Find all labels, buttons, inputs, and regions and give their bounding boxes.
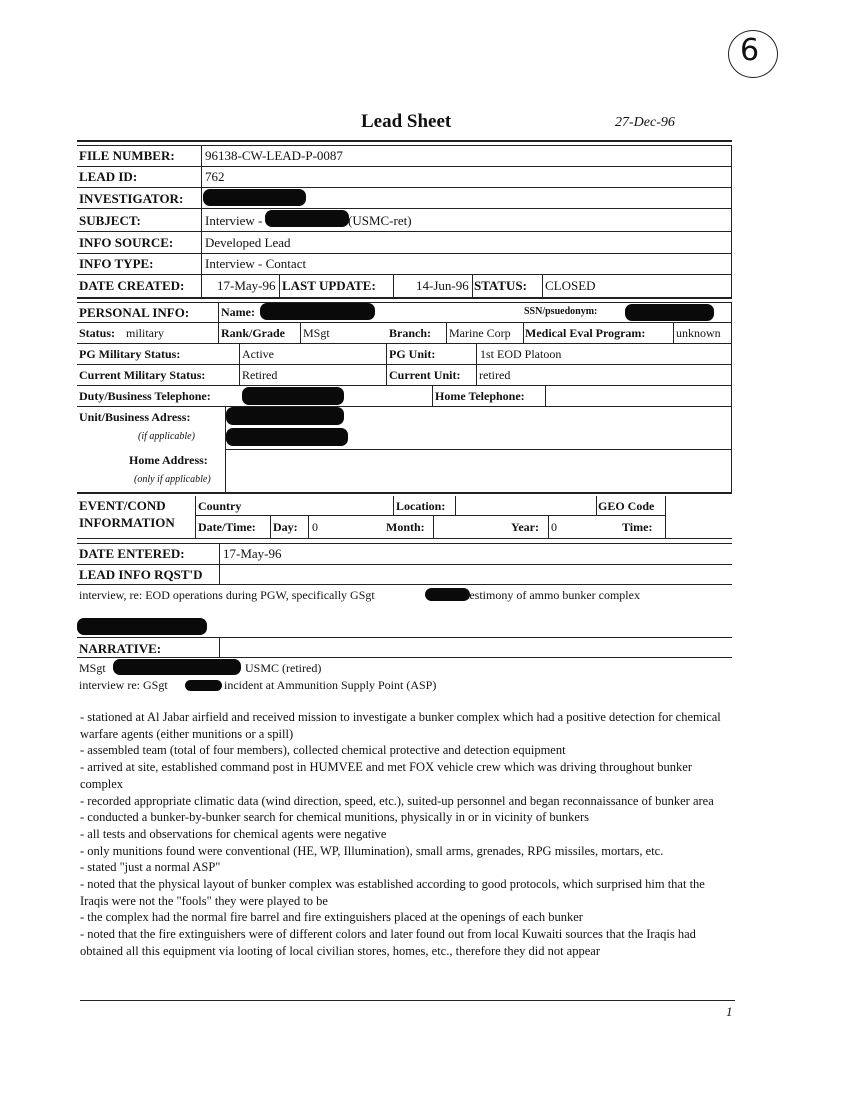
rule	[476, 344, 477, 386]
narrative-bullets	[80, 709, 730, 960]
rule	[77, 274, 732, 275]
branch-value: Marine Corp	[449, 326, 511, 340]
rule	[77, 145, 732, 146]
narrative-bullet: - conducted a bunker-by-bunker search for chemical munitions, physically in or in vicinity of bunkers	[80, 810, 589, 825]
rule	[77, 208, 732, 209]
date-entered-label: DATE ENTERED:	[79, 546, 185, 561]
rule	[455, 496, 456, 515]
rule	[195, 496, 196, 538]
redaction-bar	[203, 189, 306, 206]
lead-id-label: LEAD ID:	[79, 169, 138, 184]
geo-code-label: GEO Code	[598, 499, 655, 513]
rule	[596, 496, 597, 515]
lead-info-label: LEAD INFO RQST'D	[79, 567, 203, 582]
pg-mil-status-value: Active	[242, 347, 274, 361]
rule	[77, 166, 732, 167]
med-eval-label: Medical Eval Program:	[525, 326, 646, 340]
subject-prefix: Interview -	[205, 213, 263, 228]
info-type-label: INFO TYPE:	[79, 256, 154, 271]
narrative-bullet: - arrived at site, established command post in HUMVEE and met FOX vehicle crew which was driving throughout bunker complex	[80, 760, 693, 791]
rule	[77, 657, 732, 658]
narrative-bullet: - all tests and observations for chemical agents were negative	[80, 826, 387, 841]
rule	[77, 302, 732, 303]
lead-info-text-end: testimony of ammo bunker complex	[466, 588, 640, 602]
rule	[673, 323, 674, 343]
rule	[545, 386, 546, 406]
narrative-bullet: - recorded appropriate climatic data (wind direction, speed, etc.), suited-up personnel and began reconnaissance of bunker area	[80, 793, 714, 808]
rank-value: MSgt	[303, 326, 330, 340]
narrative-label: NARRATIVE:	[79, 641, 162, 656]
status-label: Status:	[79, 326, 116, 340]
med-eval-value: unknown	[676, 326, 721, 340]
rule	[77, 584, 732, 585]
redaction-bar	[113, 659, 241, 675]
unit-address-label: Unit/Business Adress:	[79, 410, 191, 424]
lead-id-value: 762	[205, 169, 225, 184]
datetime-label: Date/Time:	[198, 520, 256, 534]
rule	[219, 638, 220, 657]
narrative-bullet: - assembled team (total of four members), collected chemical protective and detection equipment	[80, 743, 566, 758]
redaction-bar	[265, 210, 349, 227]
narrative-line1-end: USMC (retired)	[245, 661, 322, 675]
rule-top	[77, 140, 732, 142]
redaction-bar	[185, 680, 222, 691]
information-label: INFORMATION	[79, 515, 175, 530]
rule	[195, 515, 665, 516]
rule	[201, 146, 202, 297]
header-date: 27-Dec-96	[615, 115, 675, 130]
day-label: Day:	[273, 520, 298, 534]
redaction-bar	[625, 304, 714, 321]
status-value: military	[126, 326, 164, 340]
circled-page-number-text: 6	[740, 33, 760, 68]
pg-mil-status-label: PG Military Status:	[79, 347, 181, 361]
narrative-bullet: - the complex had the normal fire barrel and fire extinguishers placed at the openings of each bunker	[80, 910, 583, 925]
time-label: Time:	[622, 520, 653, 534]
cur-unit-value: retired	[479, 368, 511, 382]
narrative-bullet: - stated "just a normal ASP"	[80, 860, 221, 875]
rule	[270, 516, 271, 538]
rule	[77, 406, 732, 407]
rule	[77, 187, 732, 188]
rule	[225, 449, 732, 450]
rule	[218, 302, 219, 344]
page-number: 1	[726, 1004, 733, 1019]
rule	[731, 302, 732, 492]
redaction-bar	[226, 428, 348, 446]
branch-label: Branch:	[389, 326, 431, 340]
if-applicable-note: (if applicable)	[138, 431, 195, 442]
location-label: Location:	[396, 499, 446, 513]
rule	[731, 146, 732, 297]
date-entered-value: 17-May-96	[223, 546, 282, 561]
rule	[386, 344, 387, 386]
month-label: Month:	[386, 520, 425, 534]
page-title: Lead Sheet	[361, 111, 452, 132]
rule	[308, 516, 309, 538]
rule	[665, 496, 666, 538]
duty-tel-label: Duty/Business Telephone:	[79, 389, 211, 403]
narrative-line2-start: interview re: GSgt	[79, 678, 168, 692]
rule	[433, 516, 434, 538]
personal-info-label: PERSONAL INFO:	[79, 305, 190, 320]
rule	[77, 564, 732, 565]
rule	[77, 343, 732, 344]
event-label: EVENT/COND	[79, 498, 166, 513]
info-source-label: INFO SOURCE:	[79, 235, 174, 250]
rule	[77, 364, 732, 365]
investigator-label: INVESTIGATOR:	[79, 191, 184, 206]
rule	[77, 385, 732, 386]
status-label: STATUS:	[474, 278, 527, 293]
rule	[542, 275, 543, 297]
rule	[300, 323, 301, 343]
date-created-label: DATE CREATED:	[79, 278, 185, 293]
info-source-value: Developed Lead	[205, 235, 291, 250]
rule	[77, 322, 732, 323]
redaction-bar	[425, 588, 470, 601]
rule	[77, 637, 732, 638]
last-update-value: 14-Jun-96	[416, 278, 469, 293]
rule	[77, 543, 732, 544]
rule	[279, 275, 280, 297]
narrative-line2-end: incident at Ammunition Supply Point (ASP)	[224, 678, 437, 692]
rule	[393, 275, 394, 297]
narrative-bullet: - noted that the fire extinguishers were of different colors and later found out from local Kuwaiti sources that the Iraqis had obtained all this equipment via looting of local civilian stores, homes, etc., therefore they did not appear	[80, 927, 696, 958]
rule	[77, 231, 732, 232]
rule	[472, 275, 473, 297]
pg-unit-value: 1st EOD Platoon	[480, 347, 562, 361]
year-label: Year:	[511, 520, 539, 534]
rule	[523, 323, 524, 343]
redaction-bar	[77, 618, 207, 635]
only-if-applicable-note: (only if applicable)	[134, 474, 211, 485]
rule	[77, 253, 732, 254]
name-label: Name:	[221, 305, 255, 319]
cur-mil-status-label: Current Military Status:	[79, 368, 206, 382]
rule	[548, 516, 549, 538]
home-tel-label: Home Telephone:	[435, 389, 525, 403]
cur-mil-status-value: Retired	[242, 368, 278, 382]
status-value: CLOSED	[545, 278, 596, 293]
country-label: Country	[198, 499, 242, 513]
year-value: 0	[551, 520, 557, 534]
ssn-label: SSN/psuedonym:	[524, 306, 598, 317]
lead-info-text-start: interview, re: EOD operations during PGW, specifically GSgt	[79, 588, 375, 602]
redaction-bar	[260, 303, 375, 320]
rule	[239, 344, 240, 386]
redaction-bar	[242, 387, 344, 405]
rule	[432, 386, 433, 406]
cur-unit-label: Current Unit:	[389, 368, 461, 382]
rule	[77, 538, 732, 539]
narrative-bullet: - stationed at Al Jabar airfield and received mission to investigate a bunker complex which had a positive detection for chemical warfare agents (either munitions or a spill)	[80, 710, 721, 741]
footer-rule	[80, 1000, 735, 1001]
home-address-label: Home Address:	[129, 453, 208, 467]
narrative-bullet: - noted that the physical layout of bunker complex was established according to good protocols, which surprised him that the Iraqis were not the "fools" they were played to be	[80, 877, 705, 908]
pg-unit-label: PG Unit:	[389, 347, 436, 361]
rule	[77, 297, 732, 299]
subject-suffix: (USMC-ret)	[348, 213, 412, 228]
rule	[393, 496, 394, 515]
file-number-label: FILE NUMBER:	[79, 148, 175, 163]
narrative-line1-start: MSgt	[79, 661, 106, 675]
subject-label: SUBJECT:	[79, 213, 141, 228]
info-type-value: Interview - Contact	[205, 256, 307, 271]
rule	[446, 323, 447, 343]
redaction-bar	[226, 407, 344, 425]
rank-label: Rank/Grade	[221, 326, 286, 340]
day-value: 0	[312, 520, 318, 534]
last-update-label: LAST UPDATE:	[282, 278, 376, 293]
narrative-bullet: - only munitions found were conventional (HE, WP, Illumination), small arms, grenades, RPG missiles, mortars, etc.	[80, 843, 664, 858]
file-number-value: 96138-CW-LEAD-P-0087	[205, 148, 343, 163]
rule	[219, 544, 220, 584]
rule	[77, 492, 732, 494]
date-created-value: 17-May-96	[217, 278, 276, 293]
